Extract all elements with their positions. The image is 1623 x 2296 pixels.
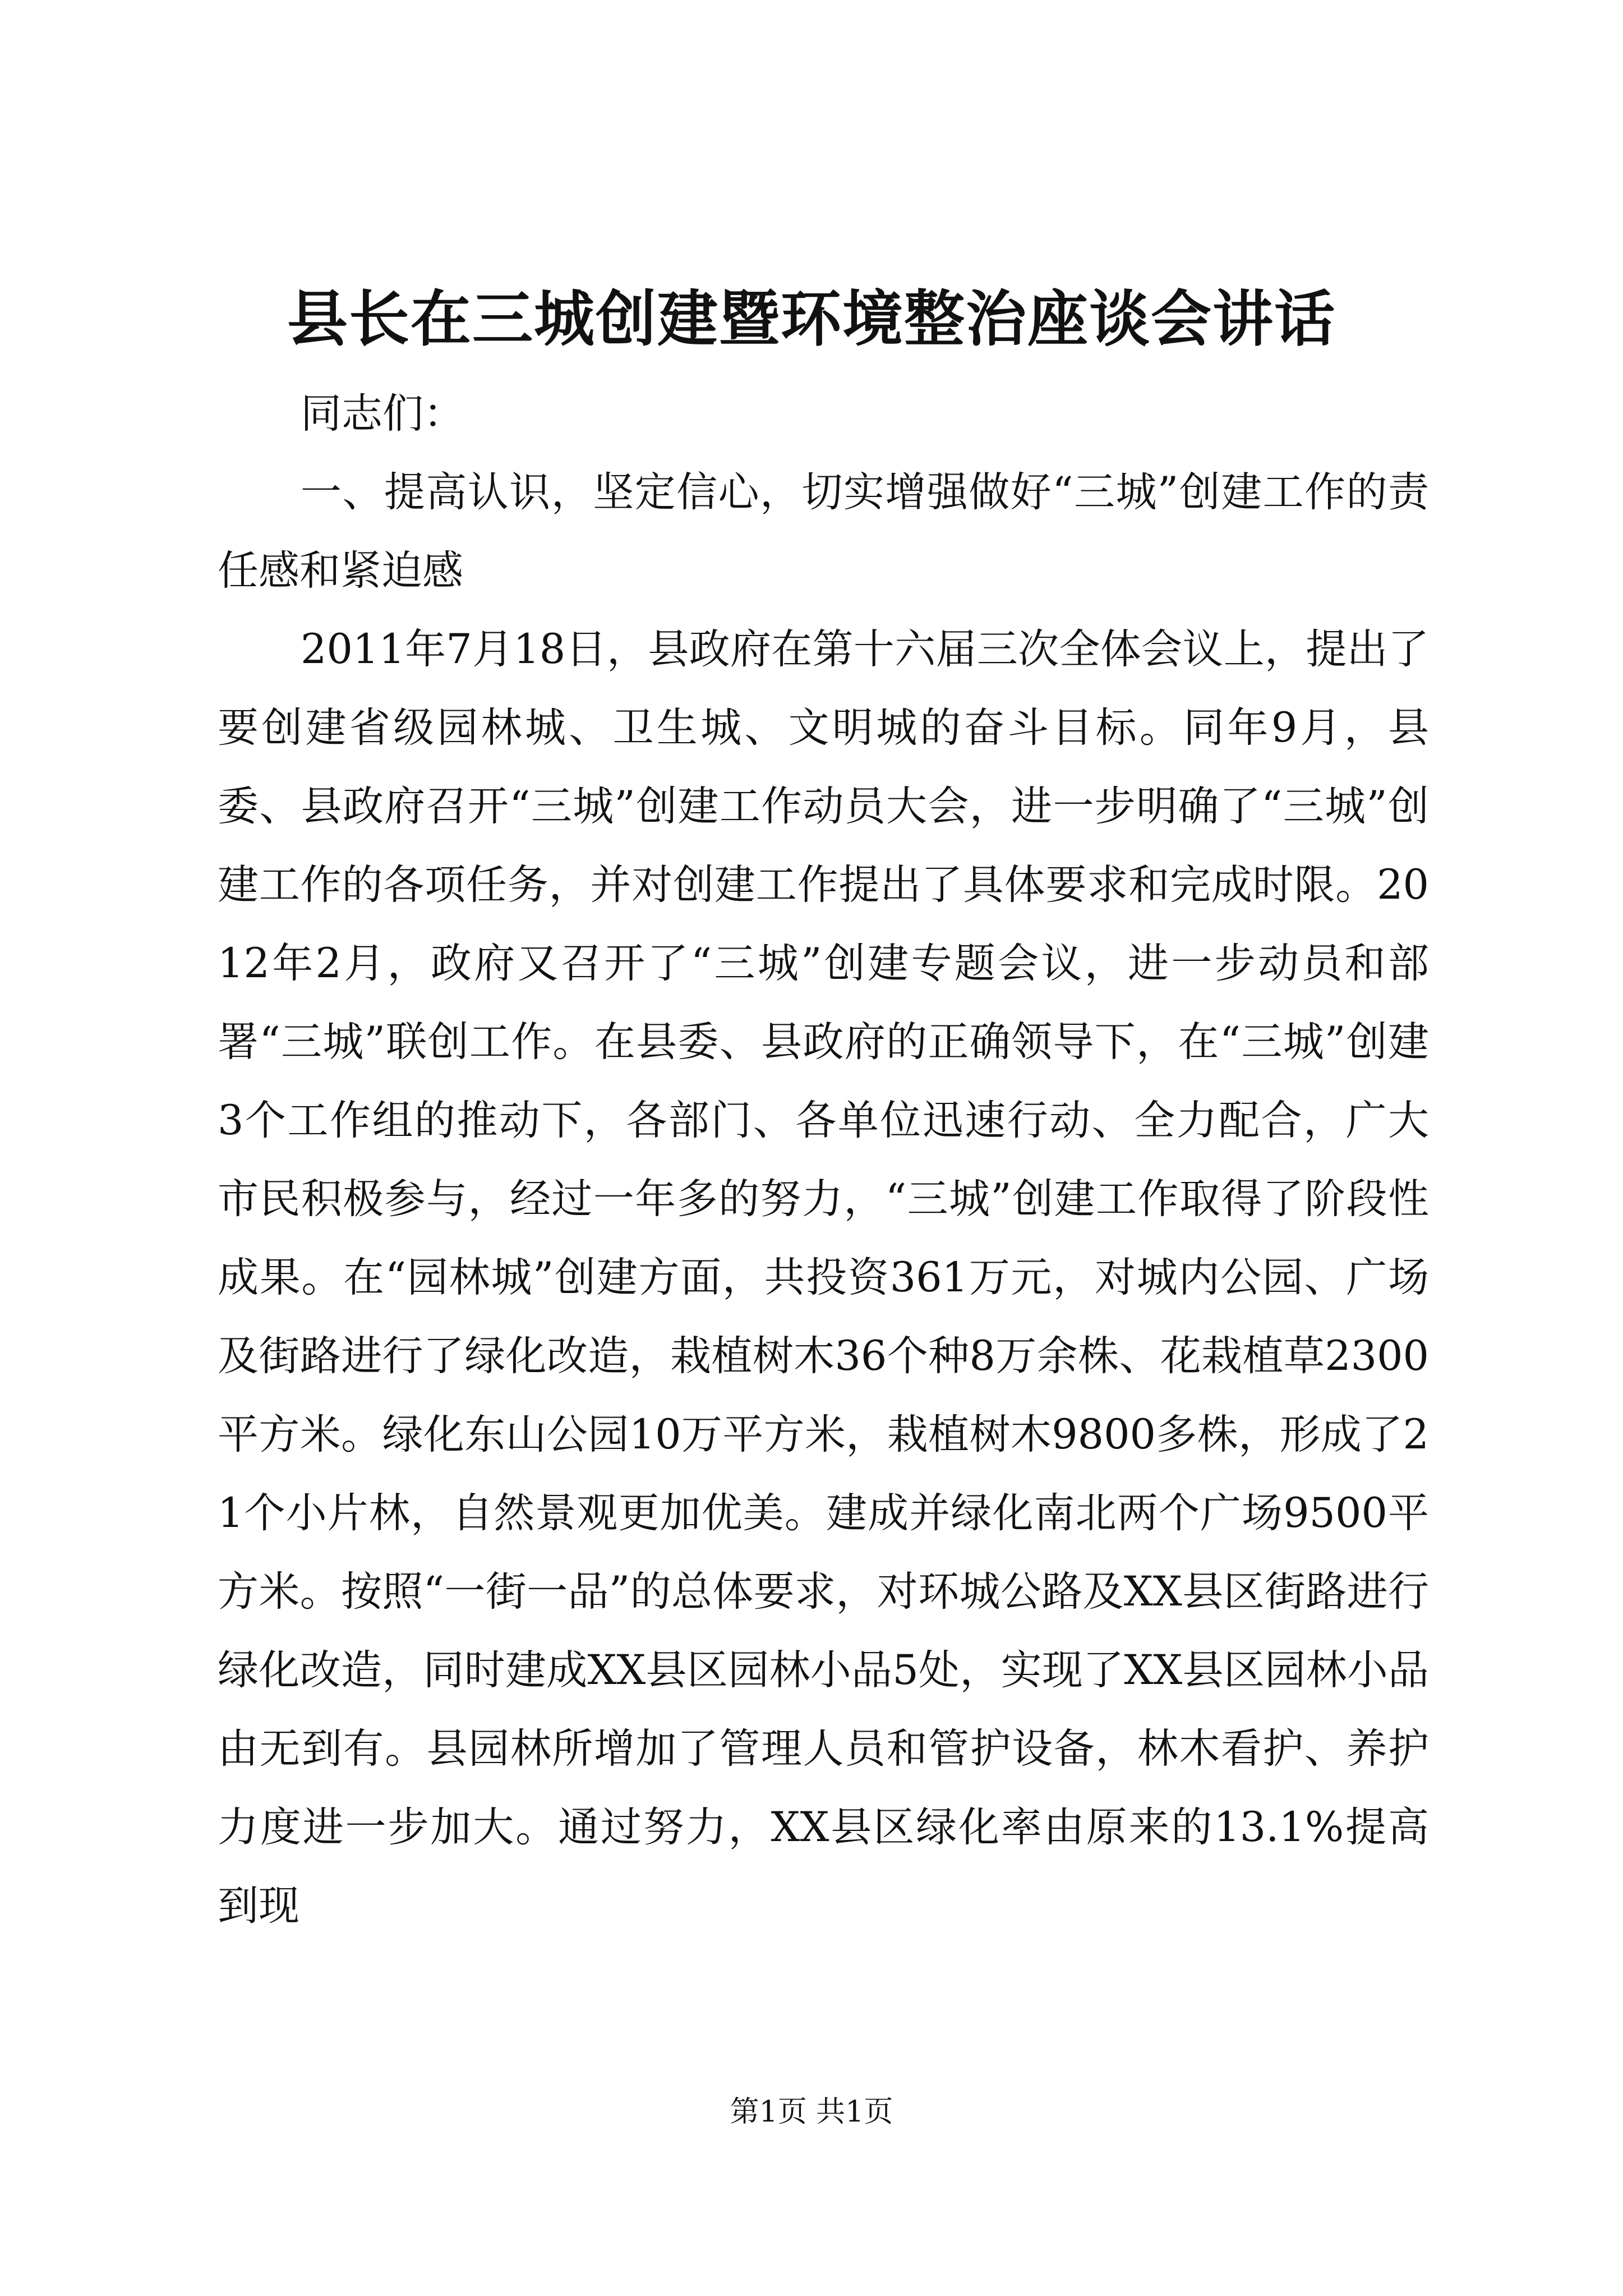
salutation: 同志们：: [301, 390, 464, 438]
document-title: 县长在三城创建暨环境整治座谈会讲话: [287, 284, 1336, 355]
section-heading: 一、提高认识，坚定信心，切实增强做好“三城”创建工作的责任感和紧迫感: [218, 468, 1429, 595]
body-paragraph: 2011年7月18日，县政府在第十六届三次全体会议上，提出了要创建省级园林城、卫生城、文明城的奋斗目标。同年9月，县委、县政府召开“三城”创建工作动员大会，进一步明确了“三城”创建工作的各项任务，并对创建工作提出了具体要求和完成时限。2012年2月，政府又召开了“三城”创建专题会议，进一步动员和部署“三城”联创工作。在县委、县政府的正确领导下，在“三城”创建3个工作组的推动下，各部门、各单位迅速行动、全力配合，广大市民积极参与，经过一年多的努力，“三城”创建工作取得了阶段性成果。在“园林城”创建方面，共投资361万元，对城内公园、广场及街路进行了绿化改造，栽植树木36个种8万余株、花栽植草2300平方米。绿化东山公园10万平方米，栽植树木9800多株，形成了21个小片林，自然景观更加优美。建成并绿化南北两个广场9500平方米。按照“一街一品”的总体要求，对环城公路及XX县区街路进行绿化改造，同时建成XX县区园林小品5处，实现了XX县区园林小品由无到有。县园林所增加了管理人员和管护设备，林木看护、养护力度进一步加大。通过努力，XX县区绿化率由原来的13.1%提高到现: [218, 625, 1429, 1930]
document-body: [218, 375, 1429, 1945]
page-footer: 第1页 共1页: [730, 2095, 893, 2129]
